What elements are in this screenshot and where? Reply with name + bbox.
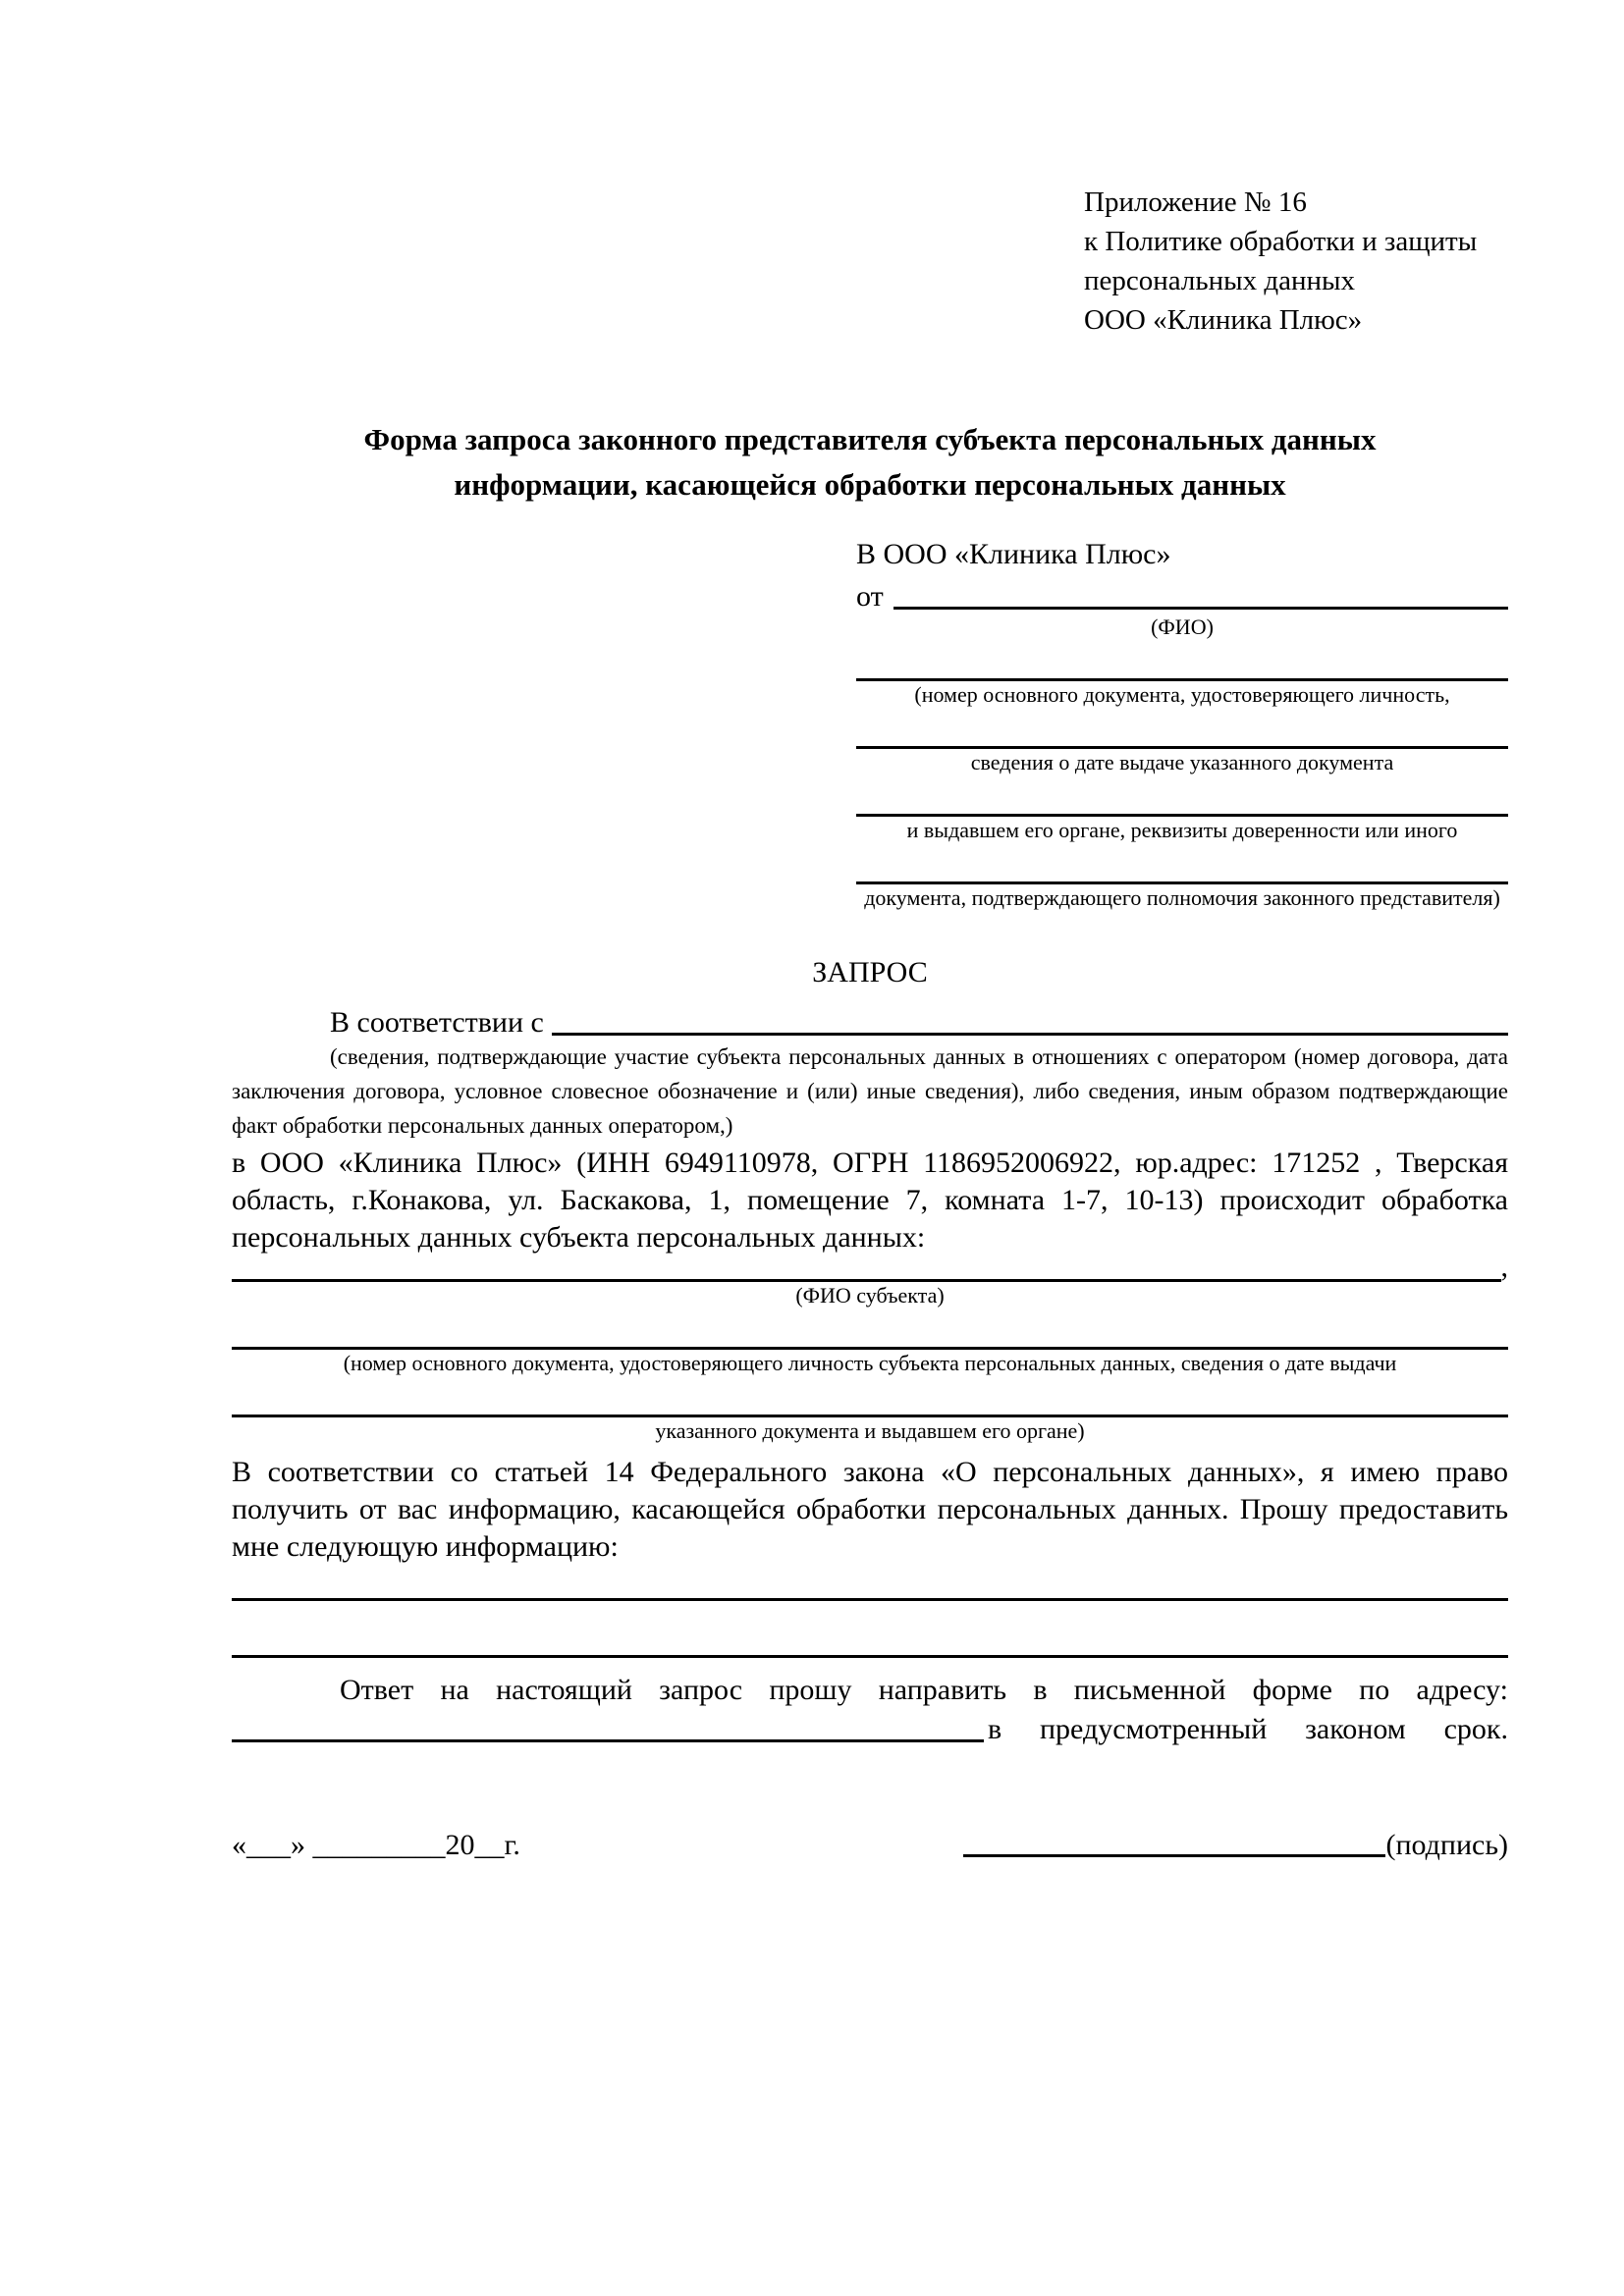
subject-fio-row xyxy=(232,1251,1508,1283)
signature-block xyxy=(963,1829,1508,1862)
subject-fio-comma: , xyxy=(1500,1251,1508,1283)
from-label: от xyxy=(856,580,884,613)
appendix-header xyxy=(1084,183,1508,340)
subject-document-field-2[interactable] xyxy=(232,1377,1508,1417)
footer-row xyxy=(232,1829,1508,1862)
from-row xyxy=(856,574,1508,614)
appendix-org-name: ООО «Клиника Плюс» xyxy=(1084,304,1363,336)
addressee-block xyxy=(856,535,1508,912)
address-field[interactable] xyxy=(232,1709,984,1742)
appendix-policy-line2: персональных данных xyxy=(1084,265,1356,296)
intro-label: В соответствии с xyxy=(330,1006,544,1039)
document-number-field[interactable] xyxy=(856,641,1508,681)
authority-document-field[interactable] xyxy=(856,844,1508,884)
answer-address-row xyxy=(232,1709,1508,1746)
request-heading: ЗАПРОС xyxy=(812,956,928,988)
basis-caption: (сведения, подтверждающие участие субъекта персональных данных в отношениях с оператором (номер договора, дата заключения договора, условное словесное обозначение и (или) иные сведения), либо сведения, иным образом подтверждающие факт обработки персональных данных оператором,) xyxy=(232,1044,1508,1138)
subject-fio-caption: (ФИО субъекта) xyxy=(795,1283,945,1308)
title-line-1: Форма запроса законного представителя субъекта персональных данных xyxy=(363,422,1377,456)
subject-document-caption: (номер основного документа, удостоверяющего личность субъекта персональных данных, сведения о дате выдачи xyxy=(343,1351,1397,1375)
issue-date-field[interactable] xyxy=(856,709,1508,749)
appendix-number: Приложение № 16 xyxy=(1084,187,1307,218)
representative-fio-field[interactable] xyxy=(893,574,1508,610)
appendix-policy-line: к Политике обработки и защиты xyxy=(1084,226,1478,257)
answer-deadline-text: в предусмотренный законом срок. xyxy=(988,1713,1508,1745)
addressee-org: В ООО «Клиника Плюс» xyxy=(856,538,1171,570)
signature-field[interactable] xyxy=(963,1854,1385,1857)
authority-document-caption: документа, подтверждающего полномочия законного представителя) xyxy=(864,885,1500,910)
issue-date-caption: сведения о дате выдаче указанного документа xyxy=(970,750,1394,774)
signature-caption: (подпись) xyxy=(1385,1829,1508,1861)
subject-document-caption-2: указанного документа и выдавшем его органе) xyxy=(655,1418,1085,1443)
operator-paragraph: в ООО «Клиника Плюс» (ИНН 6949110978, ОГРН 1186952006922, юр.адрес: 171252 , Тверская область, г.Конакова, ул. Баскакова, 1, помещение 7, комната 1-7, 10-13) происходит обработка персональных данных субъекта персональных данных: xyxy=(232,1147,1508,1254)
issuing-authority-field[interactable] xyxy=(856,776,1508,817)
title-line-2: информации, касающейся обработки персональных данных xyxy=(454,467,1286,502)
document-title xyxy=(232,417,1508,507)
document-number-caption: (номер основного документа, удостоверяющего личность, xyxy=(914,682,1450,707)
issuing-authority-caption: и выдавшем его органе, реквизиты доверенности или иного xyxy=(906,818,1458,842)
basis-field[interactable] xyxy=(552,1000,1508,1036)
subject-document-field[interactable] xyxy=(232,1309,1508,1350)
subject-fio-field[interactable] xyxy=(232,1256,1501,1282)
answer-paragraph: Ответ на настоящий запрос прошу направить в письменной форме по адресу: xyxy=(340,1674,1508,1706)
fio-caption: (ФИО) xyxy=(1151,614,1214,639)
law-paragraph: В соответствии со статьей 14 Федерального закона «О персональных данных», я имею право получить от вас информацию, касающейся обработки персональных данных. Прошу предоставить мне следующую информацию: xyxy=(232,1456,1508,1563)
date-field[interactable]: «___» _________20__г. xyxy=(232,1829,520,1861)
info-field-1[interactable] xyxy=(232,1566,1508,1601)
info-field-2[interactable] xyxy=(232,1601,1508,1658)
intro-row xyxy=(232,1000,1508,1040)
